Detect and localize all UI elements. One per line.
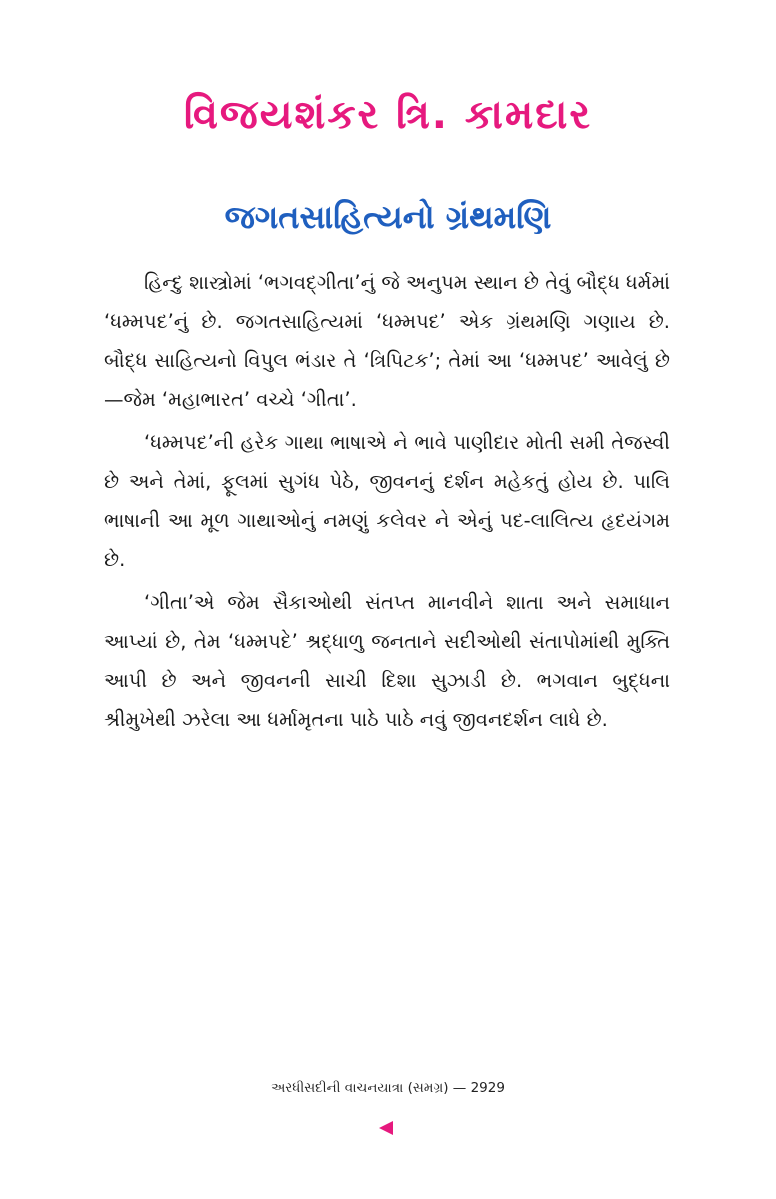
paragraph-1: હિન્દુ શાસ્ત્રોમાં ‘ભગવદ્ગીતા’નું જે અનુપમ સ્થાન છે તેવું બૌદ્ધ ધર્મમાં ‘ધમ્મપદ’નું છે. જગતસાહિત્યમાં ‘ધમ્મપદ’ એક ગ્રંથમણિ ગણાય છે. બૌદ્ધ સાહિત્યનો વિપુલ ભંડાર તે ‘ત્રિપિટક’; તેમાં આ ‘ધમ્મપદ’ આવેલું છે—જેમ ‘મહાભારત’ વચ્ચે ‘ગીતા’. <box>104 271 670 411</box>
article-body <box>104 263 670 743</box>
paragraph-3: ‘ગીતા’એ જેમ સૈકાઓથી સંતપ્ત માનવીને શાતા અને સમાધાન આપ્યાં છે, તેમ ‘ધમ્મપદે’ શ્રદ્ધાળુ જનતાને સદીઓથી સંતાપોમાંથી મુક્તિ આપી છે અને જીવનની સાચી દિશા સુઝાડી છે. ભગવાન બુદ્ધના શ્રીમુખેથી ઝરેલા આ ધર્મામૃતના પાઠે પાઠે નવું જીવનદર્શન લાધે છે. <box>104 591 670 731</box>
page-footer: અરધીસદીની વાચનયાત્રા (સમગ્ર) — 2929 <box>271 1080 505 1096</box>
article-title: જગતસાહિત્યનો ગ્રંથમણિ <box>224 198 552 236</box>
author-name: વિજયશંકર ત્રિ. કામદાર <box>183 92 593 138</box>
previous-page-button[interactable] <box>377 1119 395 1137</box>
triangle-left-icon <box>377 1119 395 1137</box>
paragraph-2: ‘ધમ્મપદ’ની હરેક ગાથા ભાષાએ ને ભાવે પાણીદાર મોતી સમી તેજસ્વી છે અને તેમાં, ફૂલમાં સુગંધ પેઠે, જીવનનું દર્શન મહેકતું હોય છે. પાલિ ભાષાની આ મૂળ ગાથાઓનું નમણું કલેવર ને એનું પદ-લાલિત્ય હૃદયંગમ છે. <box>104 431 670 571</box>
